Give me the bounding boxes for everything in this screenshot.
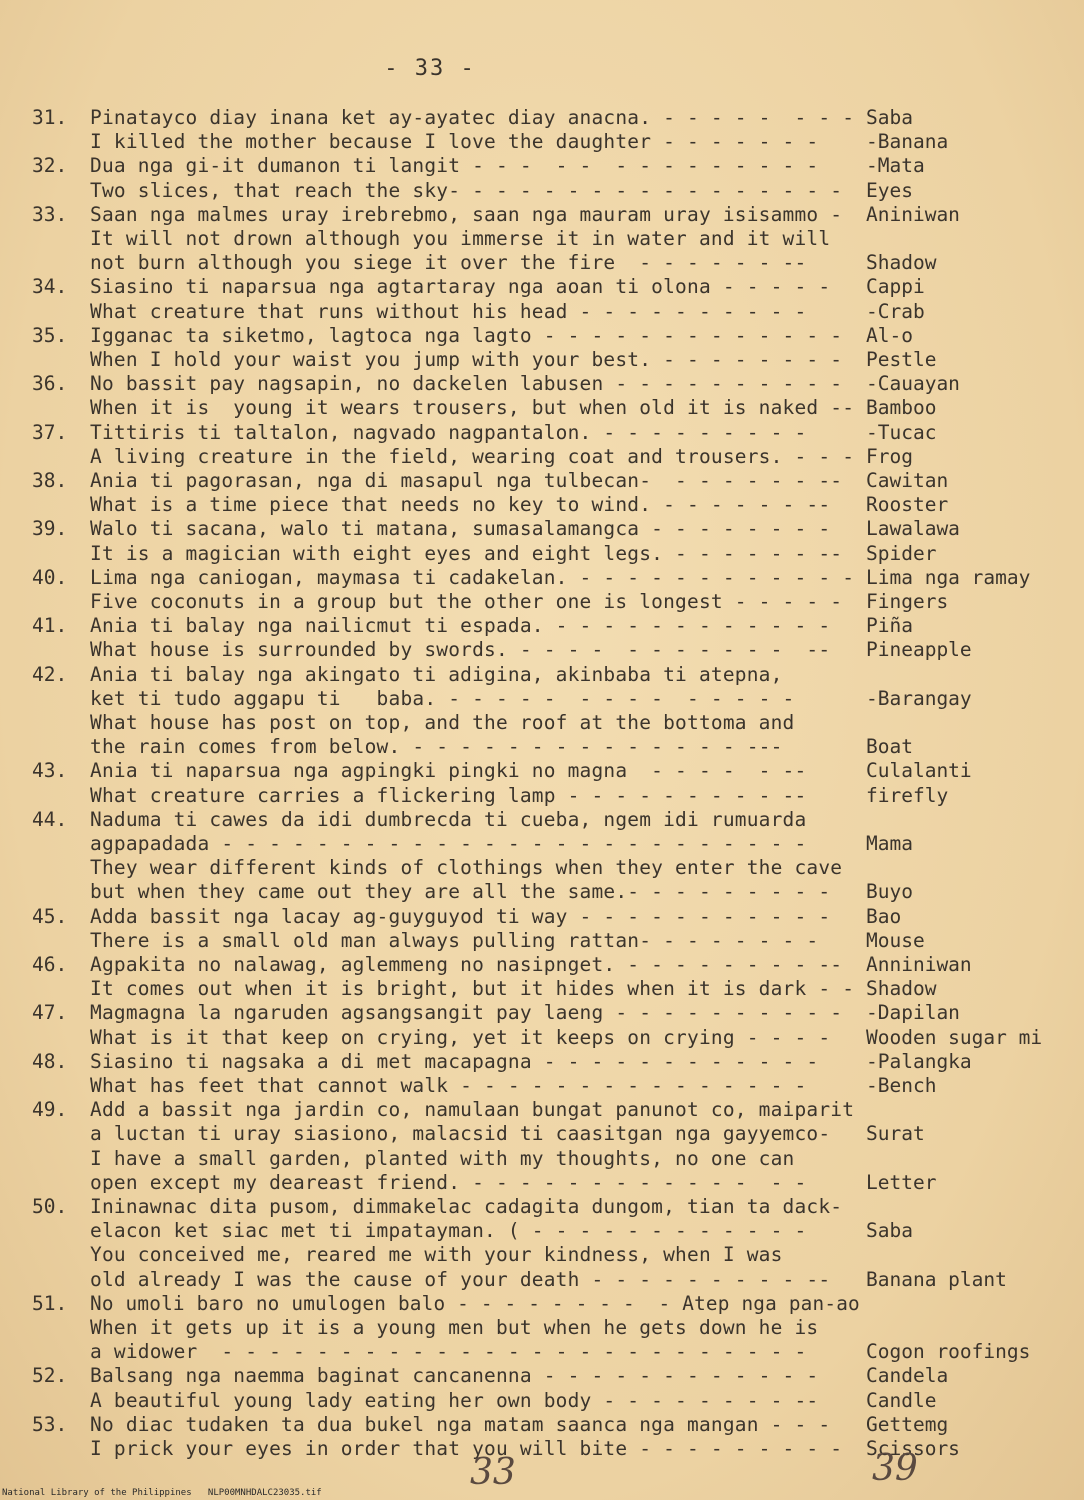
riddle-answer: Aniniwan [866, 203, 960, 226]
riddle-line: No bassit pay nagsapin, no dackelen labusen - - - - - - - - - - [90, 372, 843, 395]
riddle-line: What creature that runs without his head - - - - - - - - - - [90, 300, 807, 323]
riddle-number: 50. [32, 1195, 68, 1218]
riddle-answer: Culalanti [866, 759, 972, 782]
riddle-line: Pinatayco diay inana ket ay-ayatec diay anacna. - - - - - - - - [90, 106, 855, 129]
riddle-line: What house is surrounded by swords. - - - - - - - - - - - -- [90, 638, 831, 661]
riddle-answer: Mouse [866, 929, 925, 952]
riddle-number: 37. [32, 421, 68, 444]
page-number: - 33 - [384, 56, 476, 81]
riddle-number: 44. [32, 808, 68, 831]
riddle-number: 32. [32, 154, 68, 177]
riddle-line: Magmagna la ngaruden agsangsangit pay laeng - - - - - - - - - - [90, 1001, 843, 1024]
riddle-number: 40. [32, 566, 68, 589]
riddle-number: 42. [32, 663, 68, 686]
riddle-number: 41. [32, 614, 68, 637]
riddle-answer: Bao [866, 905, 902, 928]
riddle-line: a widower - - - - - - - - - - - - - - - - - - - - - - - - - [90, 1340, 807, 1363]
riddle-line: Adda bassit nga lacay ag-guyguyod ti way - - - - - - - - - - - [90, 905, 831, 928]
riddle-line: Five coconuts in a group but the other one is longest - - - - - [90, 590, 843, 613]
riddle-answer: -Banana [866, 130, 949, 153]
riddle-line: You conceived me, reared me with your kindness, when I was [90, 1243, 783, 1266]
riddle-line: A beautiful young lady eating her own body - - - - - - - - -- [90, 1389, 819, 1412]
riddle-answer: Surat [866, 1122, 925, 1145]
riddle-line: open except my deareast friend. - - - - - - - - - - - - - - [90, 1171, 807, 1194]
riddle-line: Naduma ti cawes da idi dumbrecda ti cueba, ngem idi rumuarda [90, 808, 807, 831]
riddle-answer: Bamboo [866, 396, 937, 419]
riddle-answer: Al-o [866, 324, 913, 347]
riddle-answer: Letter [866, 1171, 937, 1194]
riddle-line: Siasino ti nagsaka a di met macapagna - - - - - - - - - - - - [90, 1050, 819, 1073]
riddle-line: A living creature in the field, wearing coat and trousers. - - - [90, 445, 855, 468]
riddle-line: It will not drown although you immerse it in water and it will [90, 227, 831, 250]
riddle-line: Two slices, that reach the sky- - - - - - - - - - - - - - - - - [90, 179, 843, 202]
riddle-line: I have a small garden, planted with my thoughts, no one can [90, 1147, 795, 1170]
riddle-line: ket ti tudo aggapu ti baba. - - - - - - - - - - - - - - [90, 687, 795, 710]
riddle-line: What creature carries a flickering lamp - - - - - - - - - -- [90, 784, 807, 807]
riddle-number: 48. [32, 1050, 68, 1073]
riddle-answer: Piña [866, 614, 913, 637]
riddle-line: What is a time piece that needs no key to wind. - - - - - - -- [90, 493, 831, 516]
handwritten-page-number: 33 [470, 1452, 516, 1493]
riddle-answer: Pestle [866, 348, 937, 371]
riddle-answer: Fingers [866, 590, 949, 613]
riddle-answer: Wooden sugar mi [866, 1026, 1043, 1049]
riddle-number: 47. [32, 1001, 68, 1024]
riddle-number: 34. [32, 275, 68, 298]
riddle-answer: Saba [866, 1219, 913, 1242]
riddle-line: What has feet that cannot walk - - - - - - - - - - - - - - - [90, 1074, 807, 1097]
riddle-line: What house has post on top, and the roof at the bottoma and [90, 711, 795, 734]
riddle-answer: -Mata [866, 154, 925, 177]
riddle-line: When I hold your waist you jump with your best. - - - - - - - - [90, 348, 843, 371]
footer-library: National Library of the Philippines [2, 1488, 192, 1498]
riddle-line: No umoli baro no umulogen balo - - - - - - - - - Atep nga pan-ao [90, 1292, 860, 1315]
riddle-answer: Spider [866, 542, 937, 565]
riddle-answer: -Barangay [866, 687, 972, 710]
riddle-line: old already I was the cause of your death - - - - - - - - - -- [90, 1268, 831, 1291]
riddle-number: 51. [32, 1292, 68, 1315]
riddle-answer: Boat [866, 735, 913, 758]
riddle-line: Ania ti balay nga nailicmut ti espada. - - - - - - - - - - - - [90, 614, 831, 637]
riddle-answer: -Cauayan [866, 372, 960, 395]
riddle-answer: Saba [866, 106, 913, 129]
riddle-line: the rain comes from below. - - - - - - - - - - - - - - --- [90, 735, 783, 758]
riddle-line: Walo ti sacana, walo ti matana, sumasalamangca - - - - - - - - [90, 517, 831, 540]
riddle-line: agpapadada - - - - - - - - - - - - - - - - - - - - - - - - - [90, 832, 807, 855]
riddle-line: Dua nga gi-it dumanon ti langit - - - - - - - - - - - - - - [90, 154, 819, 177]
riddle-number: 38. [32, 469, 68, 492]
riddle-answer: Cappi [866, 275, 925, 298]
riddle-line: They wear different kinds of clothings when they enter the cave [90, 856, 843, 879]
riddle-line: There is a small old man always pulling rattan- - - - - - - - [90, 929, 819, 952]
footer-file: NLP00MNHDALC23035.tif [207, 1488, 322, 1498]
riddle-line: but when they came out they are all the same.- - - - - - - - - [90, 880, 831, 903]
riddle-answer: Lima nga ramay [866, 566, 1031, 589]
riddle-answer: Gettemg [866, 1413, 949, 1436]
riddle-answer: Anniniwan [866, 953, 972, 976]
riddle-line: I killed the mother because I love the daughter - - - - - - - [90, 130, 819, 153]
riddle-line: Agpakita no nalawag, aglemmeng no nasipnget. - - - - - - - - -- [90, 953, 843, 976]
riddle-answer: Shadow [866, 977, 937, 1000]
riddle-number: 31. [32, 106, 68, 129]
riddle-number: 52. [32, 1364, 68, 1387]
riddle-answer: -Crab [866, 300, 925, 323]
riddle-line: What is it that keep on crying, yet it keeps on crying - - - - [90, 1026, 831, 1049]
riddle-answer: Banana plant [866, 1268, 1007, 1291]
riddle-number: 36. [32, 372, 68, 395]
riddle-answer: -Tucac [866, 421, 937, 444]
riddle-answer: Scissors [866, 1437, 960, 1460]
riddle-line: Saan nga malmes uray irebrebmo, saan nga mauram uray isisammo - [90, 203, 843, 226]
riddle-line: a luctan ti uray siasiono, malacsid ti caasitgan nga gayyemco- [90, 1122, 831, 1145]
riddle-line: Ania ti pagorasan, nga di masapul nga tulbecan- - - - - - - -- [90, 469, 843, 492]
handwritten-folio-number: 39 [872, 1448, 918, 1489]
riddle-number: 53. [32, 1413, 68, 1436]
riddle-answer: Frog [866, 445, 913, 468]
riddle-answer: Pineapple [866, 638, 972, 661]
riddle-number: 43. [32, 759, 68, 782]
riddle-line: I prick your eyes in order that you will bite - - - - - - - - - [90, 1437, 843, 1460]
riddle-answer: Candle [866, 1389, 937, 1412]
riddle-line: When it gets up it is a young men but when he gets down he is [90, 1316, 819, 1339]
riddle-line: not burn although you siege it over the fire - - - - - - -- [90, 251, 807, 274]
riddle-line: Ininawnac dita pusom, dimmakelac cadagita dungom, tian ta dack- [90, 1195, 843, 1218]
riddle-answer: -Palangka [866, 1050, 972, 1073]
riddle-line: elacon ket siac met ti impatayman. ( - - - - - - - - - - - - [90, 1219, 807, 1242]
riddle-answer: Rooster [866, 493, 949, 516]
riddle-line: It is a magician with eight eyes and eight legs. - - - - - - -- [90, 542, 843, 565]
riddle-line: When it is young it wears trousers, but when old it is naked -- [90, 396, 855, 419]
riddle-line: Add a bassit nga jardin co, namulaan bungat panunot co, maiparit [90, 1098, 855, 1121]
riddle-answer: Shadow [866, 251, 937, 274]
riddle-answer: Candela [866, 1364, 949, 1387]
riddle-line: Ania ti naparsua nga agpingki pingki no magna - - - - - -- [90, 759, 807, 782]
riddle-number: 39. [32, 517, 68, 540]
riddle-answer: -Bench [866, 1074, 937, 1097]
riddle-line: Balsang nga naemma baginat cancanenna - - - - - - - - - - - - [90, 1364, 819, 1387]
riddle-number: 45. [32, 905, 68, 928]
riddle-line: Siasino ti naparsua nga agtartaray nga aoan ti olona - - - - - [90, 275, 831, 298]
riddle-answer: Cogon roofings [866, 1340, 1031, 1363]
riddle-line: Tittiris ti taltalon, nagvado nagpantalon. - - - - - - - - - [90, 421, 807, 444]
riddle-line: Igganac ta siketmo, lagtoca nga lagto - - - - - - - - - - - - - [90, 324, 843, 347]
riddle-answer: Cawitan [866, 469, 949, 492]
riddle-line: It comes out when it is bright, but it hides when it is dark - - [90, 977, 855, 1000]
riddle-line: No diac tudaken ta dua bukel nga matam saanca nga mangan - - - [90, 1413, 831, 1436]
riddle-number: 46. [32, 953, 68, 976]
riddle-number: 35. [32, 324, 68, 347]
riddle-answer: Mama [866, 832, 913, 855]
riddle-answer: Buyo [866, 880, 913, 903]
riddle-answer: firefly [866, 784, 949, 807]
riddle-answer: Lawalawa [866, 517, 960, 540]
riddle-answer: -Dapilan [866, 1001, 960, 1024]
riddle-line: Ania ti balay nga akingato ti adigina, akinbaba ti atepna, [90, 663, 783, 686]
archive-footer [2, 1488, 322, 1498]
riddle-number: 49. [32, 1098, 68, 1121]
riddle-answer: Eyes [866, 179, 913, 202]
riddle-number: 33. [32, 203, 68, 226]
riddle-line: Lima nga caniogan, maymasa ti cadakelan. - - - - - - - - - - - - [90, 566, 855, 589]
